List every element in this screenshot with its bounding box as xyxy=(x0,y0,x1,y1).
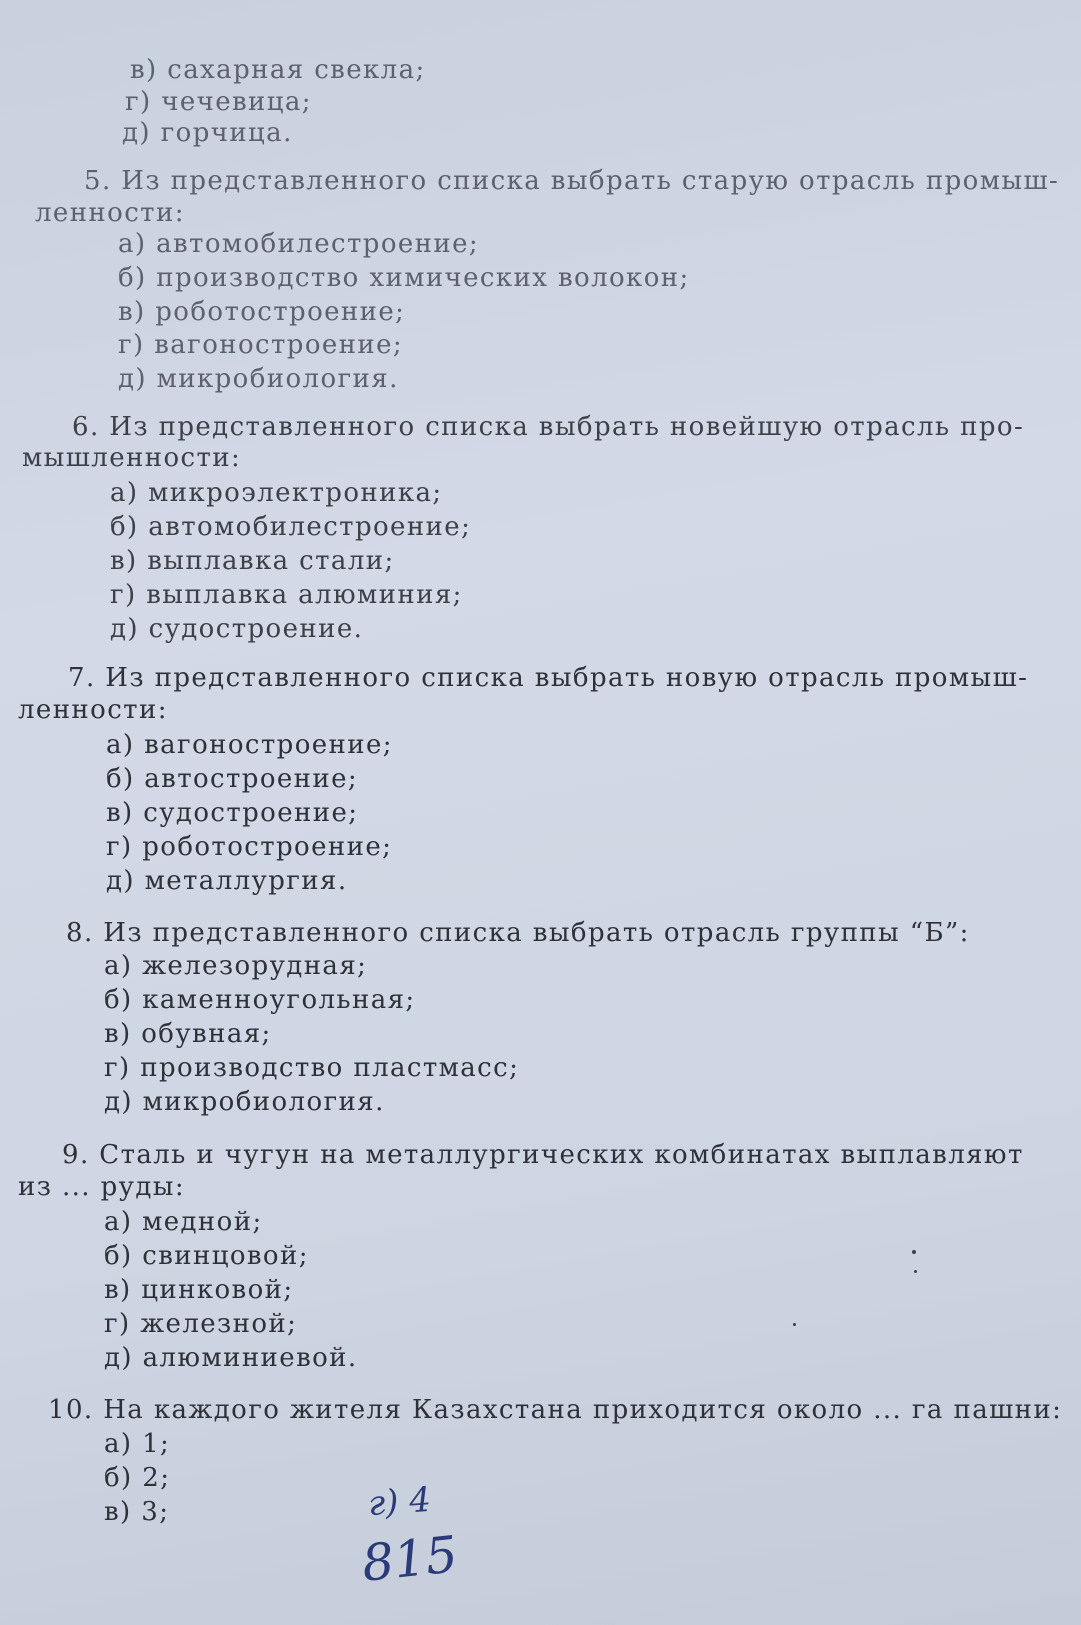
q7-option-d: д) металлургия. xyxy=(106,866,348,896)
q5-option-v: в) роботостроение; xyxy=(118,297,406,327)
q7-text: Из представленного списка выбрать новую отрасль промыш- xyxy=(105,663,1029,693)
handwritten-answer-note: г) 4 xyxy=(366,1479,433,1525)
q10-header xyxy=(48,1395,1062,1425)
q10-option-a: а) 1; xyxy=(104,1429,171,1459)
q8-option-v: в) обувная; xyxy=(104,1019,272,1049)
q5-text: Из представленного списка выбрать старую отрасль промыш- xyxy=(121,166,1060,196)
q9-option-d: д) алюминиевой. xyxy=(104,1343,358,1373)
q4-option-v: в) сахарная свекла; xyxy=(130,55,426,85)
q9-number: 9. xyxy=(62,1140,90,1170)
q7-number: 7. xyxy=(68,663,96,693)
q6-text: Из представленного списка выбрать новейшую отрасль про- xyxy=(109,412,1025,442)
q9-header xyxy=(62,1140,1024,1170)
q9-text: Сталь и чугун на металлургических комбинатах выплавляют xyxy=(99,1140,1024,1170)
q7-option-b: б) автостроение; xyxy=(106,764,359,794)
q7-option-a: а) вагоностроение; xyxy=(106,730,393,760)
q7-header xyxy=(68,663,1028,693)
ink-dot xyxy=(914,1270,917,1273)
q9-option-b: б) свинцовой; xyxy=(104,1241,309,1271)
q5-option-d: д) микробиология. xyxy=(118,364,399,394)
handwritten-number-note: 815 xyxy=(359,1525,461,1593)
q8-option-a: а) железорудная; xyxy=(104,951,368,981)
q10-option-b: б) 2; xyxy=(104,1463,171,1493)
q10-number: 10. xyxy=(48,1395,94,1425)
q10-option-v: в) 3; xyxy=(104,1497,170,1527)
ink-dot xyxy=(912,1250,916,1254)
q6-option-b: б) автомобилестроение; xyxy=(110,512,472,542)
q5-option-a: а) автомобилестроение; xyxy=(118,229,480,259)
q9-option-g: г) железной; xyxy=(104,1309,298,1339)
q8-option-b: б) каменноугольная; xyxy=(104,985,416,1015)
q6-option-v: в) выплавка стали; xyxy=(110,546,395,576)
q7-option-g: г) роботостроение; xyxy=(106,832,393,862)
q8-option-d: д) микробиология. xyxy=(104,1087,385,1117)
q4-option-d: д) горчица. xyxy=(122,118,293,148)
q10-text: На каждого жителя Казахстана приходится около ... га пашни: xyxy=(103,1395,1063,1425)
q6-option-g: г) выплавка алюминия; xyxy=(110,580,463,610)
q5-text-cont: ленности: xyxy=(35,198,185,228)
q6-text-cont: мышленности: xyxy=(22,443,242,473)
q8-option-g: г) производство пластмасс; xyxy=(104,1053,520,1083)
q6-option-a: а) микроэлектроника; xyxy=(110,478,443,508)
q6-number: 6. xyxy=(72,412,100,442)
q6-option-d: д) судостроение. xyxy=(110,614,364,644)
q9-option-v: в) цинковой; xyxy=(104,1275,294,1305)
q5-header xyxy=(84,166,1059,196)
q5-number: 5. xyxy=(84,166,112,196)
q9-text-cont: из ... руды: xyxy=(18,1172,186,1202)
q8-header xyxy=(66,918,970,948)
q9-option-a: а) медной; xyxy=(104,1207,263,1237)
q6-header xyxy=(72,412,1024,442)
q7-text-cont: ленности: xyxy=(18,695,168,725)
q4-option-g: г) чечевица; xyxy=(125,87,312,117)
q5-option-g: г) вагоностроение; xyxy=(118,330,404,360)
q5-option-b: б) производство химических волокон; xyxy=(118,263,690,293)
ink-dot xyxy=(793,1323,796,1326)
q8-text: Из представленного списка выбрать отрасль группы “Б”: xyxy=(103,918,970,948)
q8-number: 8. xyxy=(66,918,94,948)
q7-option-v: в) судостроение; xyxy=(106,798,359,828)
